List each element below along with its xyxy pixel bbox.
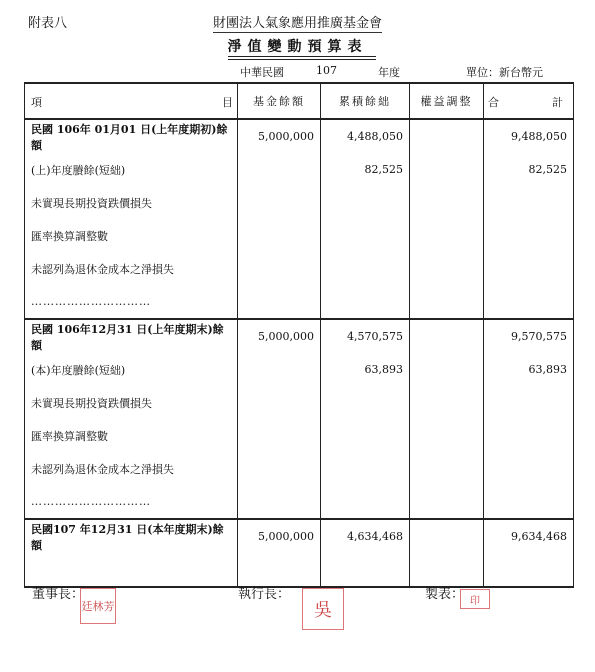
row-label: 民國 106年12月31 日(上年度期末)餘額	[25, 319, 238, 353]
header-surplus: 累積餘絀	[321, 83, 410, 119]
surplus-cell: 4,488,050	[321, 119, 410, 153]
equity-cell	[410, 119, 484, 153]
era-label: 中華民國	[240, 66, 284, 79]
header-equity: 權益調整	[410, 83, 484, 119]
table-row	[25, 353, 574, 386]
header-total: 合 計	[484, 83, 574, 119]
table-row	[25, 252, 574, 285]
table-row	[25, 219, 574, 252]
table-row	[25, 452, 574, 485]
table-row	[25, 319, 574, 353]
fund-cell: 5,000,000	[238, 319, 321, 353]
title-underline-2	[228, 59, 376, 60]
table-row	[25, 285, 574, 319]
fiscal-year: 107	[316, 64, 337, 77]
table-row	[25, 119, 574, 153]
fiscal-year-suffix: 年度	[378, 66, 400, 79]
total-cell: 9,570,575	[484, 319, 574, 353]
surplus-cell: 4,634,468	[321, 519, 410, 553]
row-label: 未認列為退休金成本之淨損失	[25, 452, 238, 485]
row-label: 民國 106年 01月01 日(上年度期初)餘額	[25, 119, 238, 153]
table-row	[25, 519, 574, 553]
row-label: 未實現長期投資跌價損失	[25, 386, 238, 419]
executive-seal-stamp: 吳	[302, 588, 344, 630]
net-worth-table	[24, 82, 574, 588]
table-row	[25, 485, 574, 519]
row-label-dots: …………………………	[25, 485, 238, 519]
table-header-row	[25, 83, 574, 119]
attachment-label: 附表八	[28, 16, 68, 31]
row-label: (上)年度賸餘(短絀)	[25, 153, 238, 186]
preparer-seal-stamp: 印	[460, 589, 490, 609]
surplus-cell: 63,893	[321, 353, 410, 386]
table-row	[25, 153, 574, 186]
surplus-cell: 82,525	[321, 153, 410, 186]
title-underline	[228, 56, 376, 57]
total-cell: 63,893	[484, 353, 574, 386]
page-title: 淨值變動預算表	[227, 39, 368, 55]
table-row	[25, 386, 574, 419]
total-cell: 9,634,468	[484, 519, 574, 553]
chairman-label: 董事長：	[32, 587, 85, 602]
fund-cell: 5,000,000	[238, 119, 321, 153]
row-label-dots: …………………………	[25, 285, 238, 319]
table-row	[25, 186, 574, 219]
table-row	[25, 553, 574, 587]
table-row	[25, 419, 574, 452]
equity-cell	[410, 519, 484, 553]
chairman-seal-stamp: 廷林芳	[80, 588, 116, 624]
row-label: 未實現長期投資跌價損失	[25, 186, 238, 219]
executive-label: 執行長：	[238, 587, 291, 602]
row-label: 匯率換算調整數	[25, 219, 238, 252]
row-label: 民國107 年12月31 日(本年度期末)餘額	[25, 519, 238, 553]
organization-name: 財團法人氣象應用推廣基金會	[212, 16, 382, 31]
header-item: 項 目	[25, 83, 238, 119]
row-label: 匯率換算調整數	[25, 419, 238, 452]
surplus-cell: 4,570,575	[321, 319, 410, 353]
currency-unit: 單位：新台幣元	[466, 66, 543, 79]
total-cell: 82,525	[484, 153, 574, 186]
row-label: 未認列為退休金成本之淨損失	[25, 252, 238, 285]
fund-cell: 5,000,000	[238, 519, 321, 553]
preparer-label: 製表：	[425, 587, 465, 602]
total-cell: 9,488,050	[484, 119, 574, 153]
header-fund: 基金餘額	[238, 83, 321, 119]
row-label: (本)年度賸餘(短絀)	[25, 353, 238, 386]
equity-cell	[410, 319, 484, 353]
